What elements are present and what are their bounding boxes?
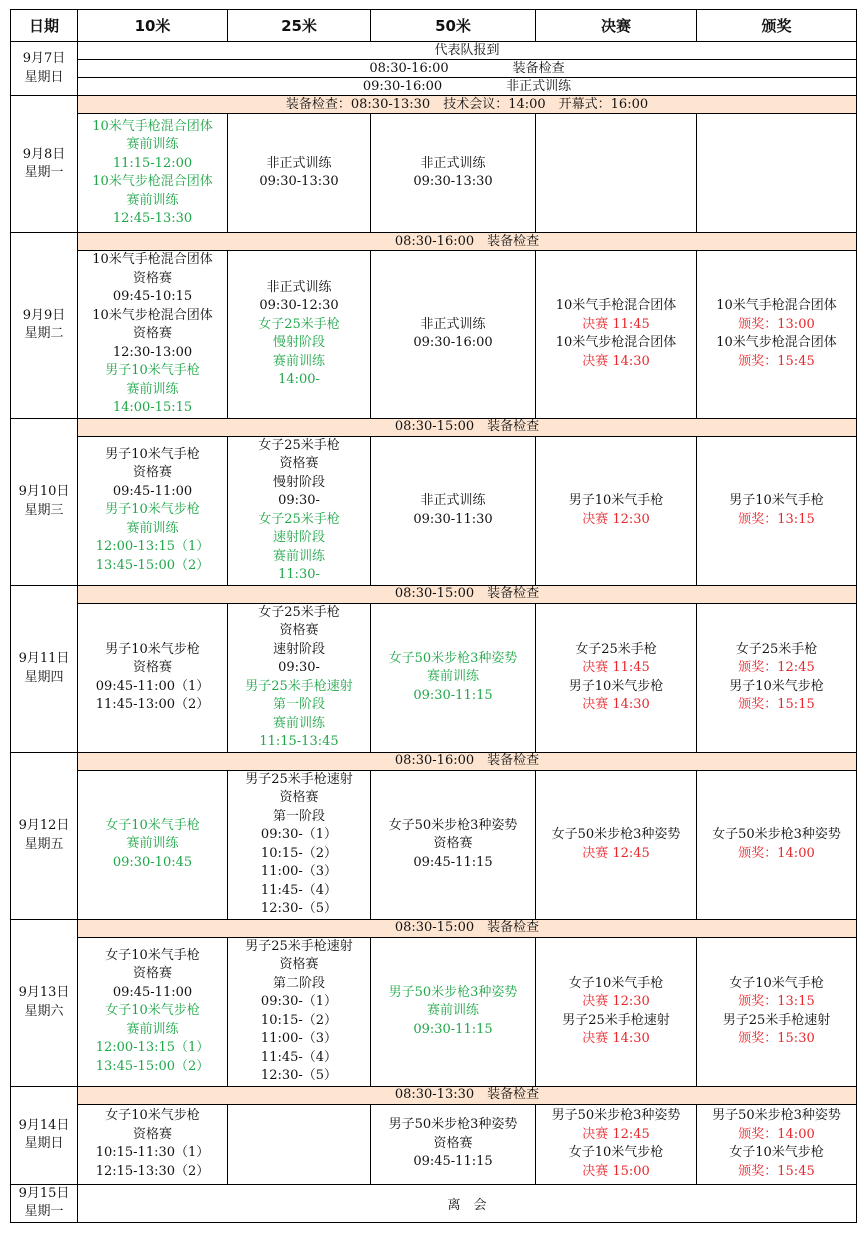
event-line: 10米气步枪混合团体 — [555, 335, 677, 351]
event-line: 12:15-13:30（2） — [95, 1163, 210, 1179]
day-events-row — [11, 114, 857, 233]
event-line: 速射阶段 — [272, 530, 325, 545]
event-line: 资格赛 — [279, 623, 319, 638]
equipment-check-band — [78, 752, 857, 770]
event-line: 09:30-11:30 — [413, 511, 493, 527]
event-line: 女子50米步枪3种姿势 — [388, 817, 518, 833]
event-line: 男子25米手枪速射 — [245, 771, 353, 787]
event-line: 09:45-11:15 — [413, 1154, 493, 1170]
day-events-row — [11, 251, 857, 419]
equipment-check-band — [78, 418, 857, 436]
event-line: 非正式训练 — [420, 493, 486, 508]
cell-final — [536, 770, 697, 919]
event-line: 12:00-13:15（1） — [95, 1040, 210, 1056]
event-line: 第一阶段 — [272, 808, 325, 824]
event-line: 09:30-（1） — [260, 994, 338, 1009]
header-10m: 10米 — [78, 10, 228, 42]
event-line: 资格赛 — [279, 456, 319, 471]
day-events-row — [11, 1104, 857, 1184]
day-band-row — [11, 418, 857, 436]
cell-award — [697, 251, 857, 419]
event-line: 第一阶段 — [272, 697, 325, 712]
event-line: 决赛 14:30 — [582, 697, 650, 712]
event-line: 男子10米气步枪 — [105, 641, 200, 657]
event-line: 男子25米手枪速射 — [245, 678, 353, 694]
cell-award — [697, 603, 857, 752]
event-line: 女子25米手枪 — [258, 604, 340, 620]
day-band-row — [11, 233, 857, 251]
event-line: 颁奖：15:45 — [738, 1163, 815, 1179]
cell-final — [536, 1104, 697, 1184]
event-line: 资格赛 — [132, 1126, 172, 1142]
event-line: 决赛 12:30 — [582, 511, 650, 527]
event-line: 颁奖：14:00 — [738, 1126, 815, 1142]
day-weekday: 星期二 — [24, 326, 64, 342]
event-line: 10米气步枪混合团体 — [92, 174, 213, 189]
event-line: 10米气手枪混合团体 — [92, 118, 213, 134]
cell-award — [697, 1104, 857, 1184]
event-line: 12:00-13:15（1） — [95, 539, 210, 555]
equipment-check-band — [78, 1086, 857, 1104]
event-line: 10米气手枪混合团体 — [716, 298, 837, 314]
event-line: 女子25米手枪 — [258, 511, 340, 527]
event-line: 09:30-（1） — [260, 827, 338, 842]
cell-10m — [78, 436, 228, 585]
event-line: 09:45-11:15 — [413, 854, 493, 870]
event-line: 颁奖：13:15 — [738, 511, 815, 527]
band-text: 08:30-13:30 装备检查 — [394, 1087, 540, 1102]
event-line: 10:15-11:30（1） — [95, 1145, 210, 1160]
event-line: 09:30-13:30 — [259, 174, 339, 189]
equipment-check-band — [78, 233, 857, 251]
event-line: 决赛 15:00 — [582, 1163, 650, 1179]
event-line: 11:30- — [278, 567, 320, 582]
header-award: 颁奖 — [697, 10, 857, 42]
band-text: 08:30-16:00 — [369, 60, 449, 76]
day-date-cell — [11, 418, 78, 585]
cell-50m — [371, 436, 536, 585]
departure-cell — [78, 1184, 857, 1222]
day-date-cell — [11, 919, 78, 1086]
event-line: 颁奖：15:45 — [738, 353, 815, 369]
day-date-cell — [11, 96, 78, 233]
event-line: 资格赛 — [433, 1135, 473, 1151]
cell-25m — [228, 251, 371, 419]
event-line: 颁奖：12:45 — [738, 660, 815, 675]
event-line: 赛前训练 — [126, 1021, 179, 1037]
day-date-cell — [11, 1184, 78, 1222]
cell-25m — [228, 937, 371, 1086]
day-date-cell — [11, 1086, 78, 1184]
band-text: 08:30-15:00 装备检查 — [394, 920, 540, 935]
day-band-row — [11, 42, 857, 60]
day-weekday: 星期日 — [24, 69, 64, 85]
event-line: 12:30-（5） — [260, 901, 338, 916]
band-cell — [78, 42, 857, 60]
event-line: 赛前训练 — [272, 353, 325, 369]
cell-25m — [228, 436, 371, 585]
cell-10m — [78, 251, 228, 419]
band-cell — [78, 78, 857, 96]
day-date-cell — [11, 752, 78, 919]
event-line: 决赛 14:30 — [582, 1031, 650, 1046]
event-line: 女子10米气步枪 — [568, 1145, 664, 1160]
day-date: 9月12日 — [18, 818, 70, 833]
event-line: 09:45-10:15 — [112, 289, 193, 304]
band-text: 装备检查 — [512, 60, 565, 76]
event-line: 速射阶段 — [272, 641, 325, 657]
day-date: 9月9日 — [22, 307, 66, 323]
event-line: 资格赛 — [132, 326, 172, 341]
event-line: 09:45-11:00 — [112, 984, 193, 1000]
day-band-row — [11, 60, 857, 78]
cell-award — [697, 937, 857, 1086]
event-line: 资格赛 — [132, 660, 172, 675]
header-final: 决赛 — [536, 10, 697, 42]
cell-10m — [78, 114, 228, 233]
event-line: 14:00- — [278, 372, 320, 388]
day-events-row — [11, 436, 857, 585]
event-line: 09:30-12:30 — [259, 298, 339, 314]
event-line: 10米气手枪混合团体 — [92, 252, 213, 267]
event-line: 女子50米步枪3种姿势 — [388, 650, 518, 666]
event-line: 男子50米步枪3种姿势 — [388, 984, 518, 1000]
event-line: 男子25米手枪速射 — [722, 1012, 831, 1028]
header-25m: 25米 — [228, 10, 371, 42]
event-line: 09:30- — [278, 493, 320, 508]
event-line: 决赛 12:30 — [582, 994, 650, 1009]
band-text: 08:30-16:00 装备检查 — [394, 753, 540, 768]
band-text: 装备检查：08:30-13:30 技术会议：14:00 开幕式：16:00 — [285, 96, 649, 112]
event-line: 非正式训练 — [266, 155, 332, 171]
event-line: 10:15-（2） — [260, 845, 338, 861]
cell-10m — [78, 937, 228, 1086]
equipment-check-band — [78, 585, 857, 603]
event-line: 13:45-15:00（2） — [95, 557, 210, 573]
event-line: 09:30-11:15 — [413, 1021, 493, 1037]
event-line: 资格赛 — [132, 465, 172, 481]
band-text: 非正式训练 — [506, 78, 572, 94]
event-line: 10米气手枪混合团体 — [555, 298, 677, 314]
event-line: 12:45-13:30 — [112, 211, 193, 226]
event-line: 女子10米气手枪 — [105, 947, 200, 963]
day-events-row — [11, 770, 857, 919]
event-line: 男子10米气步枪 — [568, 678, 664, 694]
event-line: 女子25米手枪 — [258, 316, 340, 332]
event-line: 女子10米气步枪 — [729, 1145, 824, 1160]
event-line: 非正式训练 — [266, 279, 332, 295]
event-line: 11:45-13:00（2） — [95, 697, 210, 712]
event-line: 男子50米步枪3种姿势 — [712, 1108, 841, 1123]
band-text: 08:30-16:00 装备检查 — [394, 233, 540, 249]
cell-10m — [78, 1104, 228, 1184]
header-50m: 50米 — [371, 10, 536, 42]
day-weekday: 星期五 — [24, 836, 64, 852]
header-row — [11, 10, 857, 42]
event-line: 男子25米手枪速射 — [562, 1012, 670, 1028]
event-line: 资格赛 — [132, 966, 172, 982]
event-line: 男子10米气步枪 — [729, 678, 824, 694]
event-line: 女子25米手枪 — [258, 437, 340, 453]
event-line: 赛前训练 — [426, 1003, 479, 1019]
event-line: 女子50米步枪3种姿势 — [712, 827, 841, 842]
day-date-cell — [11, 233, 78, 419]
event-line: 13:45-15:00（2） — [95, 1058, 210, 1074]
event-line: 资格赛 — [279, 957, 319, 972]
cell-50m — [371, 770, 536, 919]
event-line: 11:45-（4） — [260, 882, 338, 898]
event-line: 慢射阶段 — [272, 474, 325, 490]
event-line: 赛前训练 — [126, 520, 179, 536]
event-line: 赛前训练 — [426, 669, 479, 685]
event-line: 慢射阶段 — [272, 335, 325, 351]
cell-award — [697, 114, 857, 233]
event-line: 非正式训练 — [420, 155, 486, 171]
event-line: 09:45-11:00 — [112, 483, 193, 499]
event-line: 赛前训练 — [126, 192, 179, 208]
cell-25m — [228, 114, 371, 233]
cell-final — [536, 251, 697, 419]
day-date: 9月14日 — [18, 1117, 70, 1133]
day-events-row — [11, 603, 857, 752]
day-weekday: 星期一 — [24, 1204, 64, 1219]
cell-final — [536, 436, 697, 585]
cell-25m — [228, 603, 371, 752]
competition-schedule-table — [10, 9, 857, 1223]
event-line: 赛前训练 — [126, 836, 179, 852]
event-line: 男子10米气手枪 — [105, 363, 200, 378]
event-line: 赛前训练 — [272, 715, 325, 731]
day-date: 9月10日 — [18, 484, 70, 499]
event-line: 女子10米气手枪 — [568, 975, 664, 991]
cell-50m — [371, 114, 536, 233]
band-text: 09:30-16:00 — [362, 78, 443, 94]
event-line: 颁奖：15:30 — [738, 1031, 815, 1046]
cell-25m — [228, 1104, 371, 1184]
event-line: 男子50米步枪3种姿势 — [551, 1108, 681, 1123]
day-weekday: 星期六 — [24, 1003, 64, 1019]
event-line: 09:30-10:45 — [112, 854, 193, 870]
cell-50m — [371, 251, 536, 419]
event-line: 颁奖：13:15 — [738, 994, 815, 1009]
event-line: 颁奖：14:00 — [738, 845, 815, 861]
day-weekday: 星期四 — [24, 669, 64, 685]
equipment-check-band — [78, 96, 857, 114]
event-line: 非正式训练 — [420, 316, 486, 332]
event-line: 09:30-16:00 — [413, 335, 493, 351]
event-line: 11:15-13:45 — [259, 734, 339, 749]
event-line: 11:15-12:00 — [112, 155, 193, 171]
event-line: 女子50米步枪3种姿势 — [551, 827, 681, 842]
event-line: 女子25米手枪 — [575, 641, 657, 657]
event-line: 赛前训练 — [272, 548, 325, 564]
event-line: 决赛 11:45 — [582, 316, 650, 332]
day-band-row — [11, 78, 857, 96]
event-line: 资格赛 — [132, 270, 172, 286]
event-line: 14:00-15:15 — [112, 400, 193, 415]
cell-50m — [371, 1104, 536, 1184]
event-line: 决赛 12:45 — [582, 845, 650, 861]
day-band-row — [11, 752, 857, 770]
day-date-cell — [11, 585, 78, 752]
event-line: 09:45-11:00（1） — [95, 678, 210, 694]
event-line: 资格赛 — [433, 836, 473, 852]
event-line: 资格赛 — [279, 790, 319, 805]
event-line: 决赛 11:45 — [582, 660, 650, 675]
cell-final — [536, 603, 697, 752]
event-line: 09:30-13:30 — [413, 174, 493, 189]
day-date: 9月15日 — [18, 1185, 70, 1201]
day-weekday: 星期一 — [24, 165, 64, 180]
day-weekday: 星期三 — [24, 502, 64, 518]
band-text: 08:30-15:00 装备检查 — [394, 586, 540, 601]
cell-25m — [228, 770, 371, 919]
event-line: 11:00-（3） — [260, 1031, 338, 1046]
event-line: 女子25米手枪 — [735, 641, 818, 657]
event-line: 10:15-（2） — [260, 1012, 338, 1028]
cell-final — [536, 937, 697, 1086]
event-line: 颁奖：13:00 — [738, 316, 815, 332]
event-line: 09:30-11:15 — [413, 687, 493, 703]
day-band-row — [11, 1086, 857, 1104]
band-text: 08:30-15:00 装备检查 — [394, 419, 540, 434]
cell-50m — [371, 603, 536, 752]
event-line: 男子25米手枪速射 — [245, 938, 353, 954]
event-line: 男子10米气步枪 — [105, 502, 200, 518]
band-cell — [78, 60, 857, 78]
event-line: 12:30-13:00 — [112, 344, 193, 360]
event-line: 赛前训练 — [126, 381, 179, 397]
band-text: 代表队报到 — [434, 42, 500, 58]
event-line: 女子10米气手枪 — [105, 817, 200, 833]
cell-10m — [78, 770, 228, 919]
day-band-row — [11, 96, 857, 114]
day-date: 9月13日 — [18, 985, 70, 1000]
event-line: 11:00-（3） — [260, 864, 338, 879]
event-line: 男子50米步枪3种姿势 — [388, 1117, 518, 1133]
day-band-row — [11, 585, 857, 603]
day-leave-row — [11, 1184, 857, 1222]
event-line: 11:45-（4） — [260, 1049, 338, 1065]
cell-10m — [78, 603, 228, 752]
day-date-cell — [11, 42, 78, 96]
event-line: 颁奖：15:15 — [738, 697, 815, 712]
day-date: 9月11日 — [18, 651, 70, 666]
event-line: 10米气步枪混合团体 — [716, 335, 837, 351]
equipment-check-band — [78, 919, 857, 937]
day-date: 9月7日 — [22, 51, 66, 66]
day-date: 9月8日 — [22, 146, 66, 162]
day-weekday: 星期日 — [24, 1136, 64, 1151]
event-line: 12:30-（5） — [260, 1068, 338, 1083]
day-events-row — [11, 937, 857, 1086]
event-line: 10米气步枪混合团体 — [92, 307, 213, 323]
header-date: 日期 — [11, 10, 78, 42]
cell-award — [697, 436, 857, 585]
event-line: 赛前训练 — [126, 137, 179, 152]
departure-text: 离 会 — [447, 1197, 487, 1213]
event-line: 决赛 14:30 — [582, 353, 650, 369]
day-band-row — [11, 919, 857, 937]
cell-award — [697, 770, 857, 919]
event-line: 男子10米气手枪 — [105, 446, 200, 462]
event-line: 决赛 12:45 — [582, 1126, 650, 1142]
cell-final — [536, 114, 697, 233]
event-line: 09:30- — [278, 660, 320, 675]
event-line: 女子10米气手枪 — [729, 975, 824, 991]
event-line: 男子10米气手枪 — [729, 493, 824, 508]
cell-50m — [371, 937, 536, 1086]
event-line: 男子10米气手枪 — [568, 493, 664, 508]
event-line: 女子10米气步枪 — [105, 1108, 200, 1123]
event-line: 第二阶段 — [272, 975, 325, 991]
event-line: 女子10米气步枪 — [105, 1003, 200, 1019]
